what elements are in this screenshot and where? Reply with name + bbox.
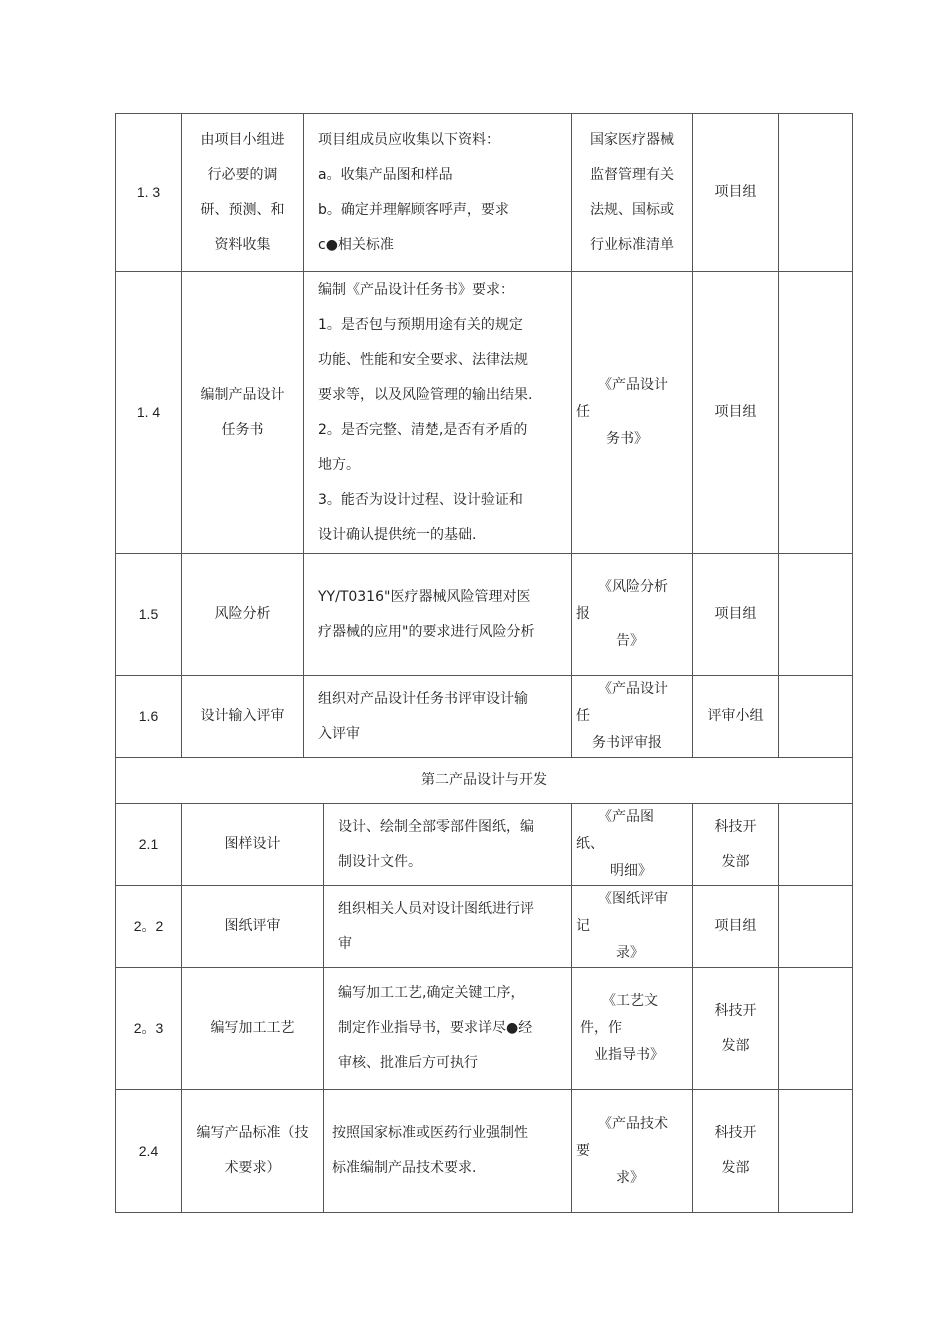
- task-cell: [182, 554, 304, 676]
- responsible-cell: [693, 804, 779, 886]
- task-line: 任务书: [221, 421, 264, 438]
- responsible-line: 项目组: [714, 918, 757, 934]
- task-cell: [182, 1090, 324, 1213]
- task-cell: [182, 114, 304, 272]
- task-line: 由项目小组进: [200, 131, 285, 148]
- record-line: 《产品设计: [598, 377, 669, 393]
- table-row: [116, 272, 853, 554]
- remark-cell: [779, 554, 853, 676]
- row-number: 2。3: [116, 968, 182, 1090]
- content-cell: [324, 804, 572, 886]
- content-line: YY/T0316"医疗器械风险管理对医: [318, 588, 531, 605]
- task-line: 行必要的调: [207, 166, 278, 183]
- responsible-line: 科技开: [714, 818, 757, 835]
- record-line: 《工艺文: [602, 993, 659, 1009]
- record-line: 行业标准清单: [590, 236, 675, 253]
- content-cell: [304, 554, 572, 676]
- record-line: 件，作: [580, 1020, 623, 1036]
- section-row: [116, 758, 853, 804]
- content-line: 入评审: [318, 725, 360, 742]
- record-line: 《产品设计: [598, 681, 669, 697]
- content-line: 组织对产品设计任务书评审设计输: [318, 690, 528, 707]
- row-number: 1. 3: [116, 114, 182, 272]
- record-line: 法规、国标或: [590, 201, 675, 218]
- row-number: 1. 4: [116, 272, 182, 554]
- content-line: b。确定并理解顾客呼声，要求: [318, 201, 509, 218]
- task-line: 设计输入评审: [200, 708, 285, 724]
- task-line: 资料收集: [214, 236, 271, 253]
- content-line: 按照国家标准或医药行业强制性: [332, 1125, 528, 1141]
- task-line: 图纸评审: [224, 918, 281, 934]
- table-row: [116, 554, 853, 676]
- remark-cell: [779, 676, 853, 758]
- record-line: 监督管理有关: [590, 166, 675, 183]
- record-line: 记: [576, 918, 591, 934]
- content-line: 要求等，以及风险管理的输出结果.: [318, 386, 533, 403]
- content-line: 1。是否包与预期用途有关的规定: [318, 316, 523, 333]
- record-line: 任: [576, 404, 591, 420]
- record-line: 求》: [616, 1169, 645, 1186]
- task-line: 风险分析: [214, 606, 271, 622]
- record-line: 业指导书》: [594, 1047, 665, 1063]
- content-line: 审: [338, 935, 352, 952]
- task-cell: [182, 272, 304, 554]
- record-cell: [572, 554, 693, 676]
- record-line: 《产品图: [598, 809, 655, 825]
- responsible-cell: 项目组: [693, 554, 779, 676]
- remark-cell: [779, 272, 853, 554]
- responsible-cell: [693, 1090, 779, 1213]
- content-line: 审核、批准后方可执行: [338, 1055, 478, 1071]
- record-cell: [572, 272, 693, 554]
- task-line: 编写加工工艺: [210, 1020, 295, 1036]
- row-number: 2。2: [116, 886, 182, 968]
- row-number: 2.4: [116, 1090, 182, 1213]
- row-number: 2.1: [116, 804, 182, 886]
- content-cell: [324, 886, 572, 968]
- record-line: 任: [576, 708, 591, 724]
- record-cell: [572, 114, 693, 272]
- content-line: 设计确认提供统一的基础.: [318, 526, 477, 543]
- responsible-line: 发部: [721, 853, 750, 870]
- record-line: 录》: [616, 945, 645, 961]
- content-line: c●相关标准: [318, 236, 394, 253]
- content-cell: [304, 676, 572, 758]
- record-cell: [572, 804, 693, 886]
- content-line: 制设计文件。: [338, 853, 422, 870]
- remark-cell: [779, 1090, 853, 1213]
- responsible-cell: 项目组: [693, 114, 779, 272]
- record-line: 务书》: [606, 431, 649, 447]
- remark-cell: [779, 114, 853, 272]
- record-line: 告》: [616, 633, 645, 649]
- table-row: [116, 676, 853, 758]
- content-line: 2。是否完整、清楚,是否有矛盾的: [318, 421, 528, 438]
- content-line: 编写加工工艺,确定关键工序，: [338, 985, 525, 1001]
- table-row: [116, 968, 853, 1090]
- table-row: [116, 1090, 853, 1213]
- task-line: 术要求）: [224, 1160, 281, 1176]
- remark-cell: [779, 968, 853, 1090]
- content-line: 项目组成员应收集以下资料：: [318, 131, 500, 148]
- responsible-cell: [693, 886, 779, 968]
- record-line: 《风险分析: [598, 579, 669, 595]
- remark-cell: [779, 804, 853, 886]
- record-line: 报: [576, 606, 591, 622]
- task-line: 图样设计: [224, 836, 281, 852]
- record-line: 务书评审报: [592, 735, 663, 751]
- content-line: 地方。: [318, 456, 360, 473]
- task-cell: [182, 886, 324, 968]
- record-cell: [572, 676, 693, 758]
- record-line: 《产品技术: [598, 1115, 669, 1132]
- record-cell: [572, 1090, 693, 1213]
- responsible-line: 科技开: [714, 1002, 757, 1019]
- content-line: 组织相关人员对设计图纸进行评: [338, 900, 534, 917]
- content-line: 疗器械的应用"的要求进行风险分析: [318, 623, 535, 640]
- section-title: 第二产品设计与开发: [116, 758, 853, 804]
- content-cell: [304, 272, 572, 554]
- row-number: 1.6: [116, 676, 182, 758]
- remark-cell: [779, 886, 853, 968]
- record-line: 《图纸评审: [598, 891, 669, 907]
- record-cell: [572, 886, 693, 968]
- responsible-cell: [693, 968, 779, 1090]
- record-line: 要: [576, 1142, 591, 1159]
- task-line: 编写产品标准（技: [196, 1125, 309, 1141]
- responsible-cell: 项目组: [693, 272, 779, 554]
- record-line: 纸、: [576, 836, 605, 852]
- task-cell: [182, 968, 324, 1090]
- record-line: 明细》: [610, 863, 653, 879]
- record-line: 国家医疗器械: [590, 131, 675, 148]
- task-cell: [182, 676, 304, 758]
- content-line: 功能、性能和安全要求、法律法规: [318, 351, 528, 368]
- design-plan-table: [115, 113, 853, 1213]
- task-line: 编制产品设计: [200, 386, 285, 403]
- content-line: a。收集产品图和样品: [318, 166, 453, 183]
- record-cell: [572, 968, 693, 1090]
- responsible-line: 科技开: [714, 1125, 757, 1141]
- table-row: [116, 804, 853, 886]
- task-line: 研、预测、和: [200, 201, 285, 218]
- content-line: 3。能否为设计过程、设计验证和: [318, 491, 523, 508]
- task-cell: [182, 804, 324, 886]
- content-cell: [304, 114, 572, 272]
- table-row: [116, 886, 853, 968]
- table-row: [116, 114, 853, 272]
- responsible-line: 发部: [721, 1037, 750, 1054]
- content-cell: [324, 1090, 572, 1213]
- responsible-cell: 评审小组: [693, 676, 779, 758]
- responsible-line: 发部: [721, 1160, 750, 1176]
- content-cell: [324, 968, 572, 1090]
- content-line: 编制《产品设计任务书》要求：: [318, 281, 514, 298]
- content-line: 制定作业指导书，要求详尽●经: [338, 1020, 533, 1036]
- content-line: 设计、绘制全部零部件图纸，编: [338, 818, 534, 835]
- content-line: 标准编制产品技术要求.: [332, 1160, 477, 1176]
- row-number: 1.5: [116, 554, 182, 676]
